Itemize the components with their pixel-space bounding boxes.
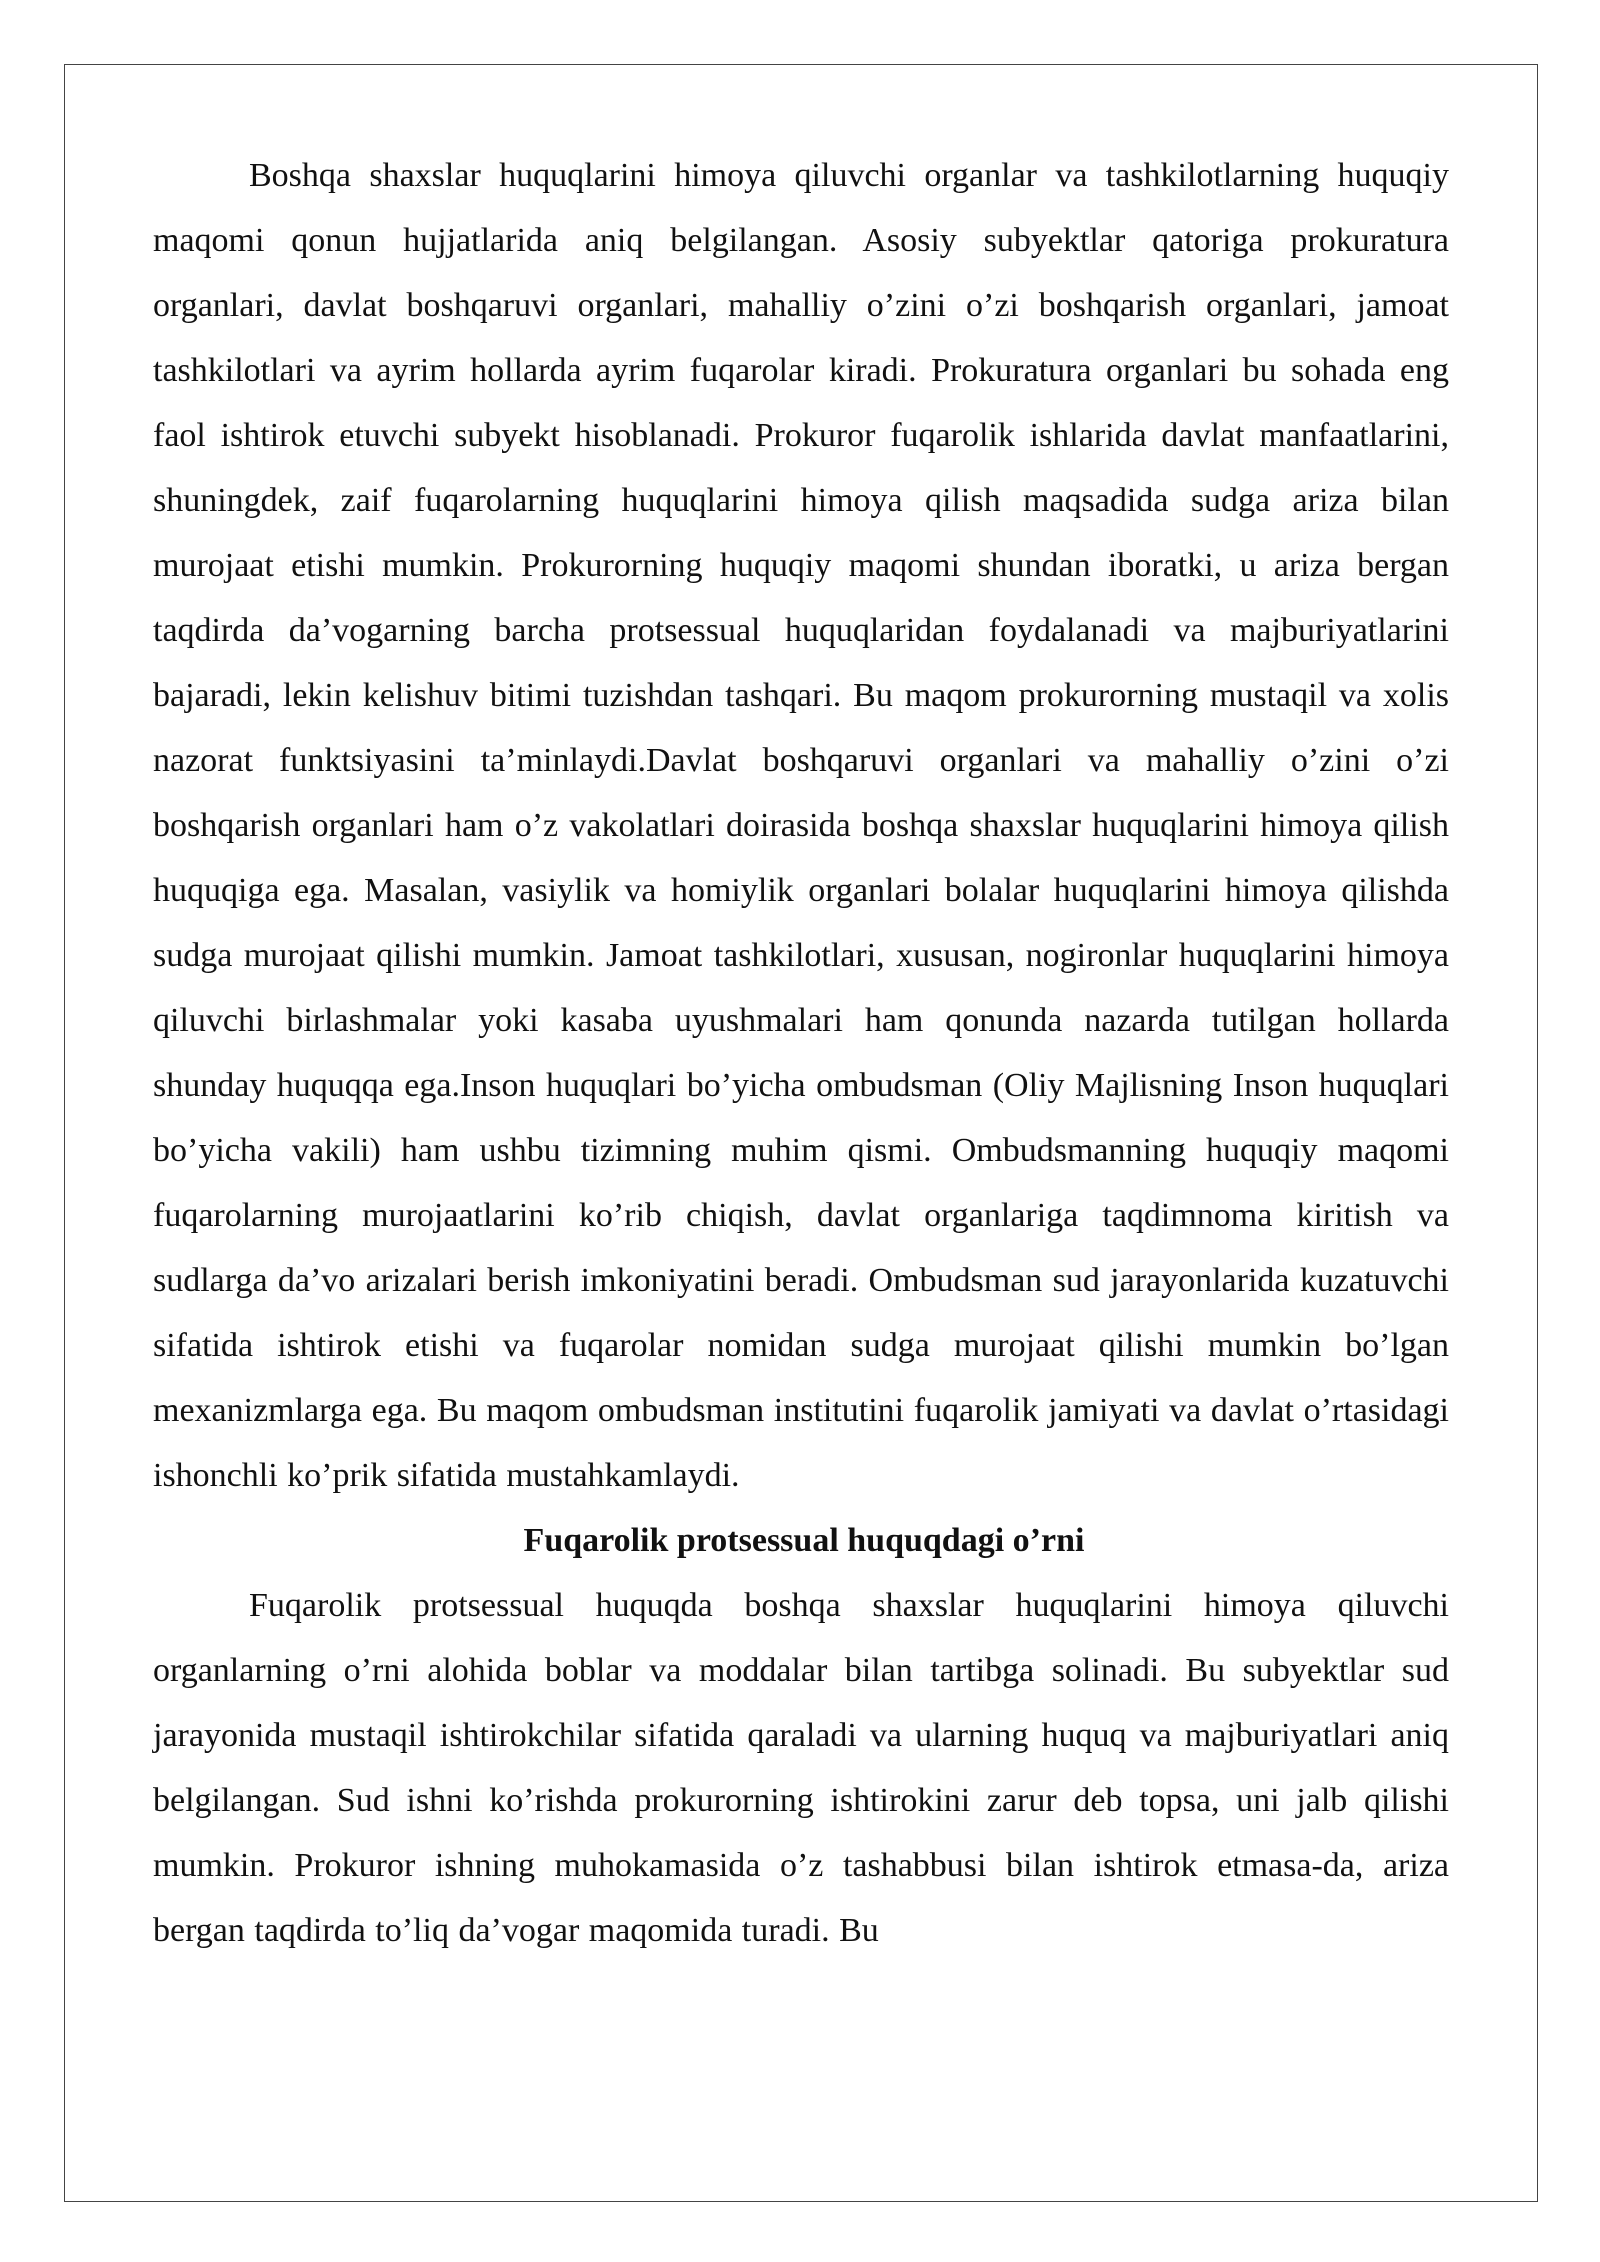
paragraph-2: Fuqarolik protsessual huquqda boshqa shaxslar huquqlarini himoya qiluvchi organlarning o’rni alohida boblar va moddalar bilan tartibga solinadi. Bu subyektlar sud jarayonida mustaqil ishtirokchilar sifatida qaraladi va ularning huquq va majburiyatlari aniq belgilangan. Sud ishni ko’rishda prokurorning ishtirokini zarur deb topsa, uni jalb qilishi mumkin. Prokuror ishning muhokamasida o’z tashabbusi bilan ishtirok etmasa-da, ariza bergan taqdirda to’liq da’vogar maqomida turadi. Bu bbox=[153, 1587, 1449, 1949]
document-body bbox=[153, 143, 1449, 1963]
section-heading: Fuqarolik protsessual huquqdagi o’rni bbox=[523, 1522, 1085, 1559]
paragraph-1: Boshqa shaxslar huquqlarini himoya qiluvchi organlar va tashkilotlarning huquqiy maqomi qonun hujjatlarida aniq belgilangan. Asosiy subyektlar qatoriga prokuratura organlari, davlat boshqaruvi organlari, mahalliy o’zini o’zi boshqarish organlari, jamoat tashkilotlari va ayrim hollarda ayrim fuqarolar kiradi. Prokuratura organlari bu sohada eng faol ishtirok etuvchi subyekt hisoblanadi. Prokuror fuqarolik ishlarida davlat manfaatlarini, shuningdek, zaif fuqarolarning huquqlarini himoya qilish maqsadida sudga ariza bilan murojaat etishi mumkin. Prokurorning huquqiy maqomi shundan iboratki, u ariza bergan taqdirda da’vogarning barcha protsessual huquqlaridan foydalanadi va majburiyatlarini bajaradi, lekin kelishuv bitimi tuzishdan tashqari. Bu maqom prokurorning mustaqil va xolis nazorat funktsiyasini ta’minlaydi.Davlat boshqaruvi organlari va mahalliy o’zini o’zi boshqarish organlari ham o’z vakolatlari doirasida boshqa shaxslar huquqlarini himoya qilish huquqiga ega. Masalan, vasiylik va homiylik organlari bolalar huquqlarini himoya qilishda sudga murojaat qilishi mumkin. Jamoat tashkilotlari, xususan, nogironlar huquqlarini himoya qiluvchi birlashmalar yoki kasaba uyushmalari ham qonunda nazarda tutilgan hollarda shunday huquqqa ega.Inson huquqlari bo’yicha ombudsman (Oliy Majlisning Inson huquqlari bo’yicha vakili) ham ushbu tizimning muhim qismi. Ombudsmanning huquqiy maqomi fuqarolarning murojaatlarini ko’rib chiqish, davlat organlariga taqdimnoma kiritish va sudlarga da’vo arizalari berish imkoniyatini beradi. Ombudsman sud jarayonlarida kuzatuvchi sifatida ishtirok etishi va fuqarolar nomidan sudga murojaat qilishi mumkin bo’lgan mexanizmlarga ega. Bu maqom ombudsman institutini fuqarolik jamiyati va davlat o’rtasidagi ishonchli ko’prik sifatida mustahkamlaydi. bbox=[153, 157, 1449, 1494]
